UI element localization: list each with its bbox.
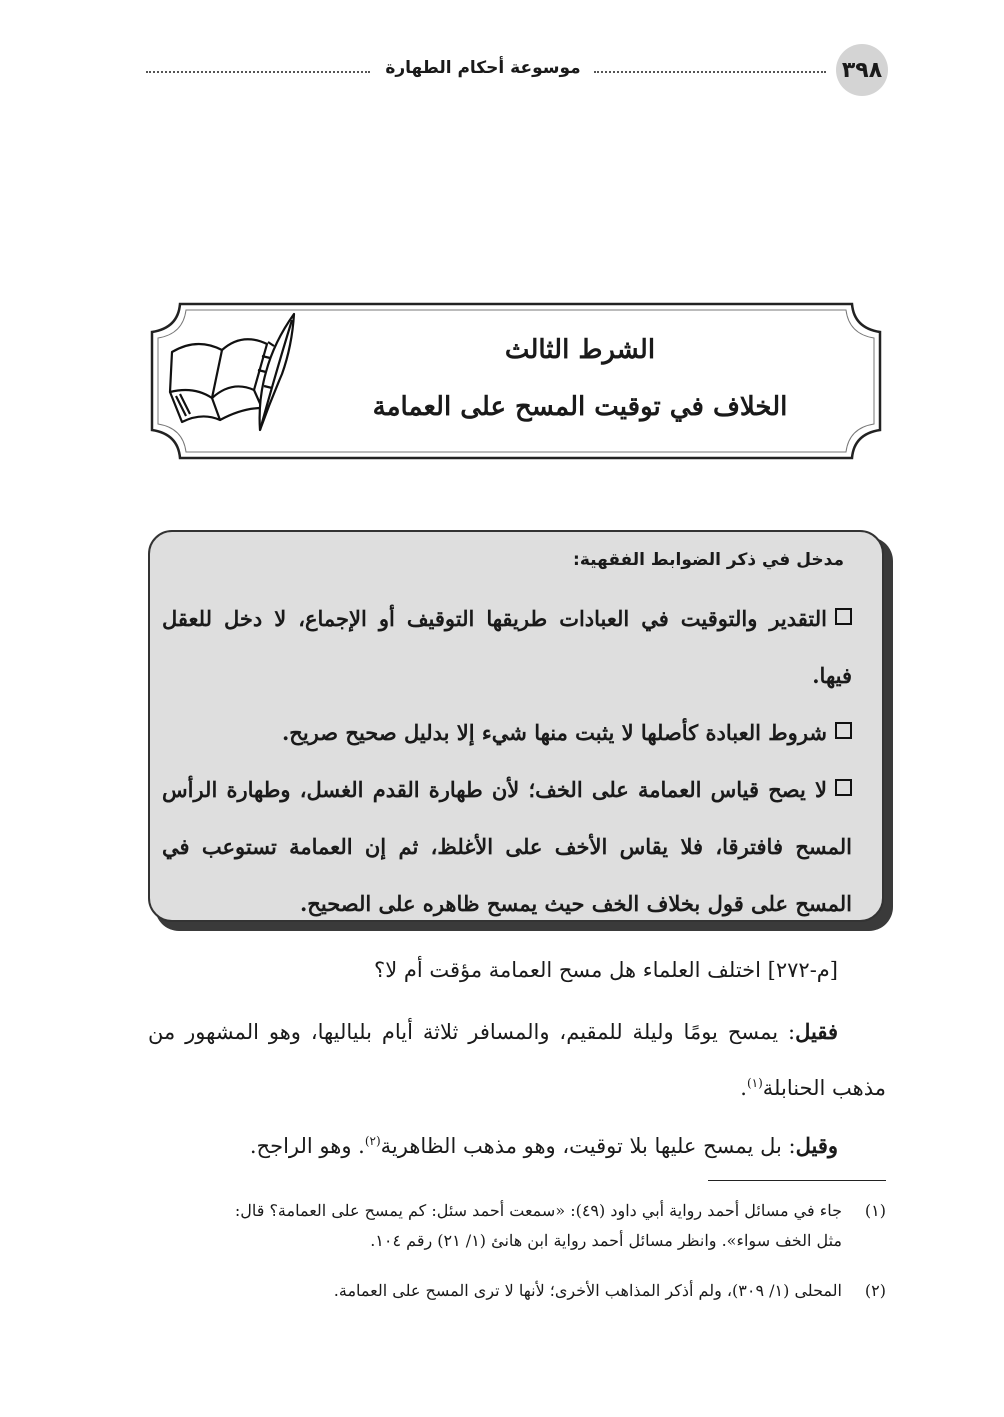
- footnote: (٢)المحلى (١/ ٣٠٩)، ولم أذكر المذاهب الأخرى؛ لأنها لا ترى المسح على العمامة.: [148, 1276, 886, 1306]
- chapter-subtitle: الخلاف في توقيت المسح على العمامة: [372, 392, 788, 422]
- chapter-title: الشرط الثالث: [504, 335, 656, 365]
- footnote-separator: [708, 1180, 886, 1181]
- rule-item: التقدير والتوقيت في العبادات طريقها التوقيف أو الإجماع، لا دخل للعقل فيها.: [162, 606, 852, 688]
- paragraph-question: [م-٢٧٢] اختلف العلماء هل مسح العمامة مؤقت أم لا؟: [374, 958, 838, 982]
- rule-item: لا يصح قياس العمامة على الخف؛ لأن طهارة القدم الغسل، وطهارة الرأس المسح فافترقا، فلا يقاس الأخف على الأغلظ، ثم إن العمامة تستوعب في المسح على قول بخلاف الخف حيث يمسح ظاهره على الصحيح.: [162, 777, 852, 916]
- rules-box: [148, 530, 884, 922]
- footnote-number: (١): [864, 1201, 886, 1220]
- page-number: ٣٩٨: [836, 44, 888, 96]
- book-and-quill-icon: [162, 312, 307, 437]
- footnote-number: (٢): [864, 1281, 886, 1300]
- opinion-label: فقيل: [795, 1019, 838, 1044]
- header-dotted-line-left: [146, 71, 370, 73]
- checkbox-bullet-icon: [835, 779, 852, 796]
- rules-heading: مدخل في ذكر الضوابط الفقهية:: [573, 550, 844, 570]
- footnote-ref[interactable]: (١): [746, 1076, 763, 1090]
- paragraph-second-opinion: وقيل: بل يمسح عليها بلا توقيت، وهو مذهب الظاهرية$^{(٢)}$. وهو الراجح.: [249, 1133, 838, 1158]
- header-dotted-line-right: [594, 71, 826, 73]
- footnote: (١)جاء في مسائل أحمد رواية أبي داود (٤٩): «سمعت أحمد سئل: كم يمسح على العمامة؟ قال: مثل الخف سواء». وانظر مسائل أحمد رواية ابن هانئ (١/ ٢١) رقم ١٠٤.: [148, 1196, 886, 1256]
- running-title: موسوعة أحكام الطهارة: [385, 58, 581, 78]
- opinion-label: وقيل: [795, 1133, 838, 1158]
- rule-item: شروط العبادة كأصلها لا يثبت منها شيء إلا بدليل صحيح صريح.: [162, 704, 852, 761]
- footnote-ref[interactable]: (٢): [364, 1134, 381, 1148]
- checkbox-bullet-icon: [835, 722, 852, 739]
- checkbox-bullet-icon: [835, 608, 852, 625]
- paragraph-first-opinion: فقيل: يمسح يومًا وليلة للمقيم، والمسافر ثلاثة أيام بلياليها، وهو المشهور من مذهب الحنابلة$^{(١)}$.: [148, 1019, 886, 1100]
